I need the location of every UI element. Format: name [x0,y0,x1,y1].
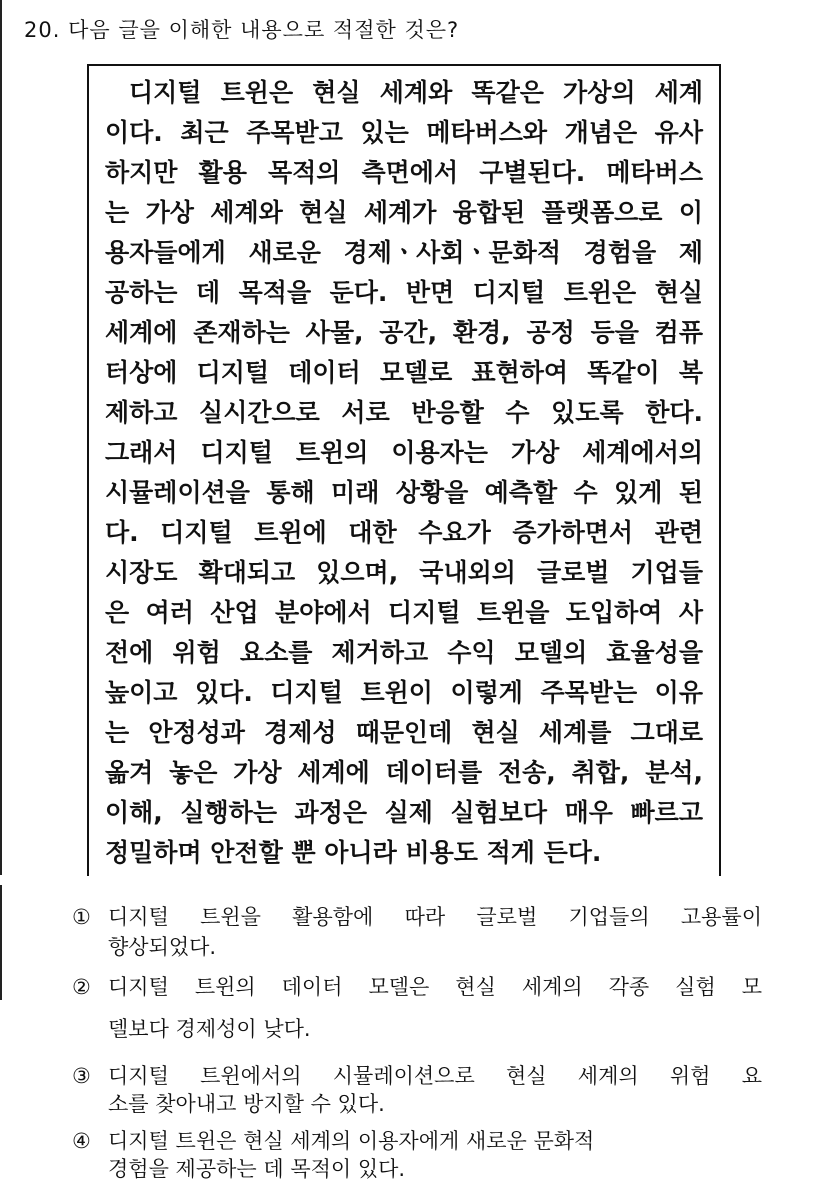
option-text-line: 디지털 트윈에서의 시뮬레이션으로 현실 세계의 위험 요 [108,1064,762,1088]
passage-line: 이다. 최근 주목받고 있는 메타버스와 개념은 유사 [105,118,703,147]
passage-line: 이해, 실행하는 과정은 실제 실험보다 매우 빠르고 [105,798,703,827]
passage-line: 다. 디지털 트윈에 대한 수요가 증가하면서 관련 [105,518,703,547]
left-margin-rule-top [0,0,2,875]
passage-line: 는 가상 세계와 현실 세계가 융합된 플랫폼으로 이 [105,198,703,227]
passage-line: 세계에 존재하는 사물, 공간, 환경, 공정 등을 컴퓨 [105,318,703,347]
passage-line: 시장도 확대되고 있으며, 국내외의 글로벌 기업들 [105,558,703,587]
option-number: ① [72,905,91,929]
option-text-line: 경험을 제공하는 데 목적이 있다. [108,1157,406,1181]
passage-line: 제하고 실시간으로 서로 반응할 수 있도록 한다. [105,398,703,427]
passage-line: 옮겨 놓은 가상 세계에 데이터를 전송, 취합, 분석, [105,758,703,787]
passage-line: 정밀하며 안전할 뿐 아니라 비용도 적게 든다. [105,838,602,867]
option-text-line: 디지털 트윈은 현실 세계의 이용자에게 새로운 문화적 [108,1129,595,1153]
passage-line: 는 안정성과 경제성 때문인데 현실 세계를 그대로 [105,718,703,747]
passage-line: 용자들에게 새로운 경제ㆍ사회ㆍ문화적 경험을 제 [105,238,703,267]
option-number: ④ [72,1129,91,1153]
option-text-line: 소를 찾아내고 방지할 수 있다. [108,1092,385,1116]
passage-box [87,64,721,876]
question-title: 20. 다음 글을 이해한 내용으로 적절한 것은? [24,18,460,42]
passage-line: 높이고 있다. 디지털 트윈이 이렇게 주목받는 이유 [105,678,703,707]
option-text-line: 디지털 트윈의 데이터 모델은 현실 세계의 각종 실험 모 [108,975,762,999]
option-text-line: 향상되었다. [108,935,217,959]
option-number: ③ [72,1064,91,1088]
left-margin-rule-bottom [0,885,2,1000]
passage-line: 시뮬레이션을 통해 미래 상황을 예측할 수 있게 된 [105,478,703,507]
passage-line: 디지털 트윈은 현실 세계와 똑같은 가상의 세계 [129,78,703,107]
passage-line: 터상에 디지털 데이터 모델로 표현하여 똑같이 복 [105,358,703,387]
passage-line: 하지만 활용 목적의 측면에서 구별된다. 메타버스 [105,158,703,187]
option-number: ② [72,975,91,999]
passage-line: 은 여러 산업 분야에서 디지털 트윈을 도입하여 사 [105,598,703,627]
option-text-line: 델보다 경제성이 낮다. [108,1017,311,1041]
passage-line: 그래서 디지털 트윈의 이용자는 가상 세계에서의 [105,438,703,467]
passage-line: 전에 위험 요소를 제거하고 수익 모델의 효율성을 [105,638,703,667]
option-text-line: 디지털 트윈을 활용함에 따라 글로벌 기업들의 고용률이 [108,905,762,929]
passage-line: 공하는 데 목적을 둔다. 반면 디지털 트윈은 현실 [105,278,703,307]
